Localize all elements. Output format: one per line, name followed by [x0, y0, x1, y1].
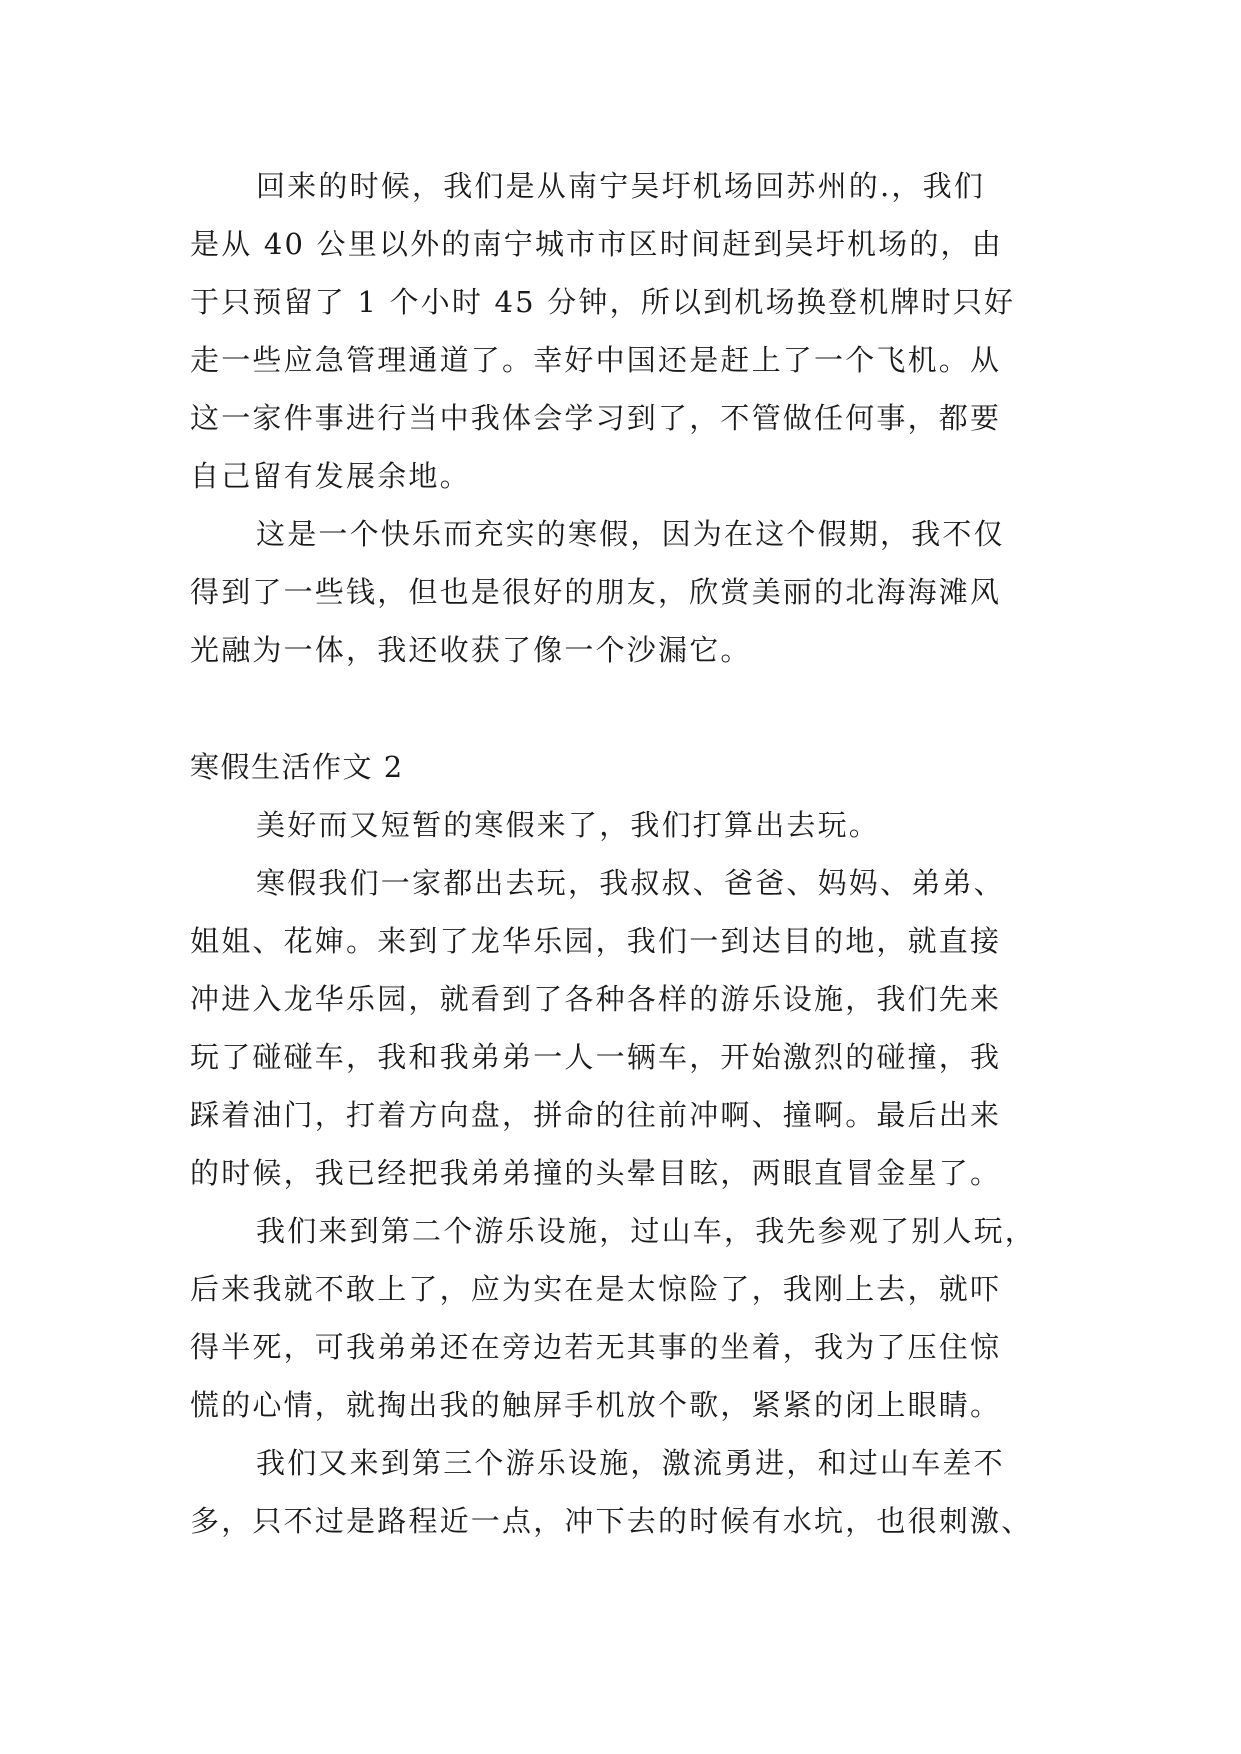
text-line: 我们来到第二个游乐设施，过山车，我先参观了别人玩，	[256, 1214, 1037, 1248]
text-line: 玩了碰碰车，我和我弟弟一人一辆车，开始激烈的碰撞，我	[190, 1040, 1002, 1074]
text-line: 姐姐、花婶。来到了龙华乐园，我们一到达目的地，就直接	[190, 924, 1002, 958]
text-line: 回来的时候，我们是从南宁吴圩机场回苏州的.，我们	[256, 169, 986, 203]
text-line: 后来我就不敢上了，应为实在是太惊险了，我刚上去，就吓	[190, 1272, 1002, 1306]
text-line: 的时候，我已经把我弟弟撞的头晕目眩，两眼直冒金星了。	[190, 1156, 1002, 1190]
text-line: 于只预留了 1 个小时 45 分钟，所以到机场换登机牌时只好	[190, 285, 1016, 319]
text-line: 寒假我们一家都出去玩，我叔叔、爸爸、妈妈、弟弟、	[256, 866, 1005, 900]
text-line: 美好而又短暂的寒假来了，我们打算出去玩。	[256, 808, 881, 842]
text-line: 走一些应急管理通道了。幸好中国还是赶上了一个飞机。从	[190, 343, 1002, 377]
text-line: 多，只不过是路程近一点，冲下去的时候有水坑，也很刺激、	[190, 1504, 1033, 1538]
text-line: 是从 40 公里以外的南宁城市市区时间赶到吴圩机场的，由	[190, 227, 1003, 261]
text-line: 光融为一体，我还收获了像一个沙漏它。	[190, 633, 752, 667]
section-title: 寒假生活作文 2	[190, 750, 404, 784]
text-line: 我们又来到第三个游乐设施，激流勇进，和过山车差不	[256, 1446, 1005, 1480]
text-line: 踩着油门，打着方向盘，拼命的往前冲啊、撞啊。最后出来	[190, 1098, 1002, 1132]
text-line: 这是一个快乐而充实的寒假，因为在这个假期，我不仅	[256, 517, 1005, 551]
text-line: 慌的心情，就掏出我的触屏手机放个歌，紧紧的闭上眼睛。	[190, 1388, 1002, 1422]
text-line: 冲进入龙华乐园，就看到了各种各样的游乐设施，我们先来	[190, 982, 1002, 1016]
text-line: 得半死，可我弟弟还在旁边若无其事的坐着，我为了压住惊	[190, 1330, 1002, 1364]
text-line: 得到了一些钱，但也是很好的朋友，欣赏美丽的北海海滩风	[190, 575, 1002, 609]
text-line: 这一家件事进行当中我体会学习到了，不管做任何事，都要	[190, 401, 1002, 435]
text-line: 自己留有发展余地。	[190, 459, 471, 493]
